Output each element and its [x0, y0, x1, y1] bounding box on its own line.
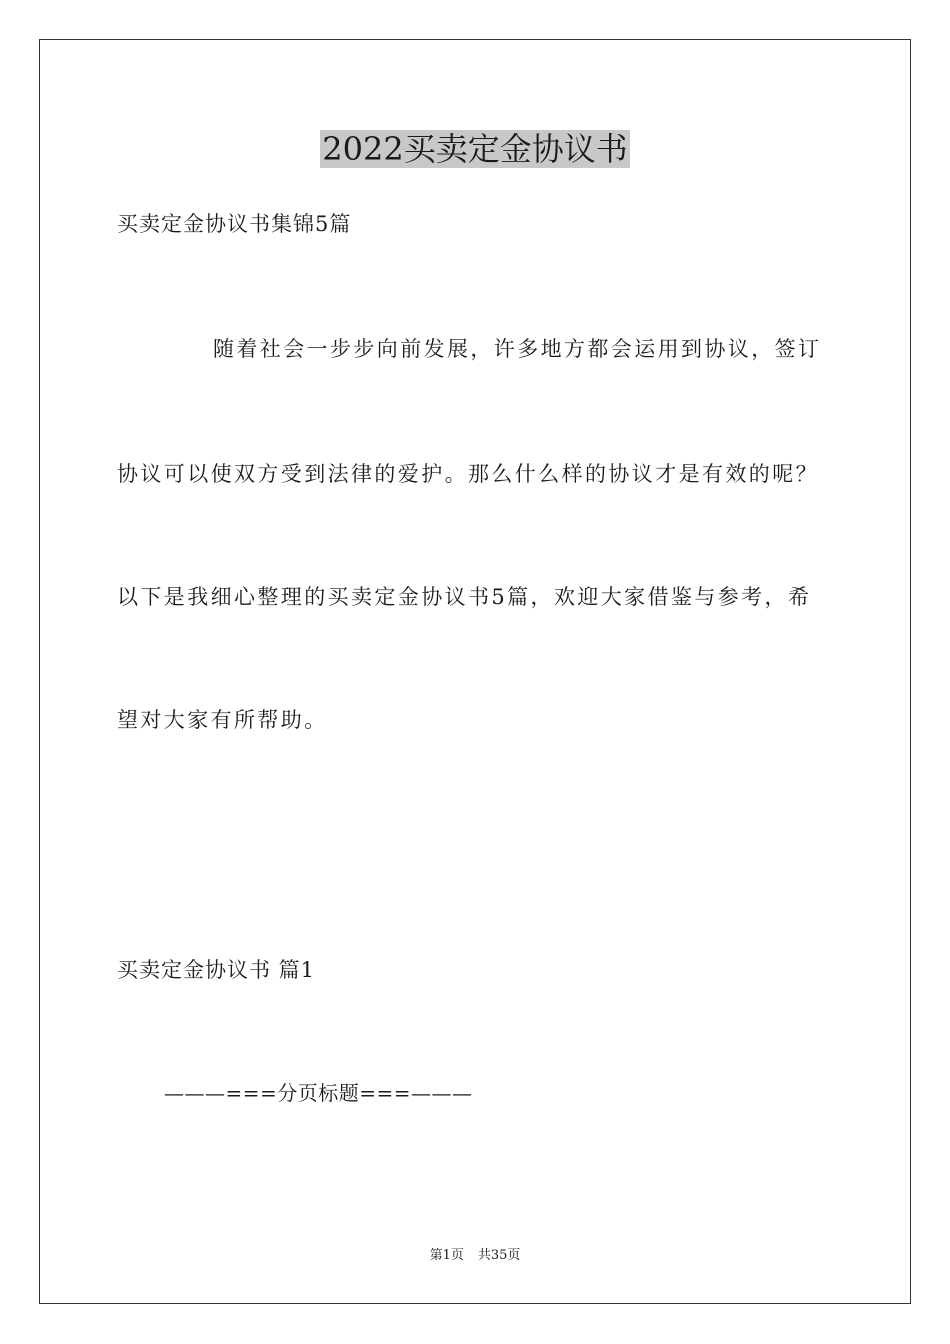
paragraph-line-4: 望对大家有所帮助。 [117, 708, 328, 732]
page-total: 共35页 [477, 1248, 521, 1263]
document-title [0, 125, 950, 173]
document-title-text: 2022买卖定金协议书 [322, 130, 628, 168]
paragraph-line-1: 随着社会一步步向前发展，许多地方都会运用到协议，签订 [213, 337, 822, 361]
section-heading: 买卖定金协议书 篇1 [117, 958, 316, 982]
paragraph-line-2: 协议可以使双方受到法律的爱护。那么什么样的协议才是有效的呢？ [117, 462, 819, 486]
page-number: 第1页 [429, 1248, 464, 1263]
page-separator: ———===分页标题===——— [164, 1081, 473, 1105]
paragraph-line-3: 以下是我细心整理的买卖定金协议书5篇，欢迎大家借鉴与参考，希 [117, 585, 812, 609]
document-subtitle: 买卖定金协议书集锦5篇 [117, 212, 352, 236]
page-footer [0, 1246, 950, 1266]
